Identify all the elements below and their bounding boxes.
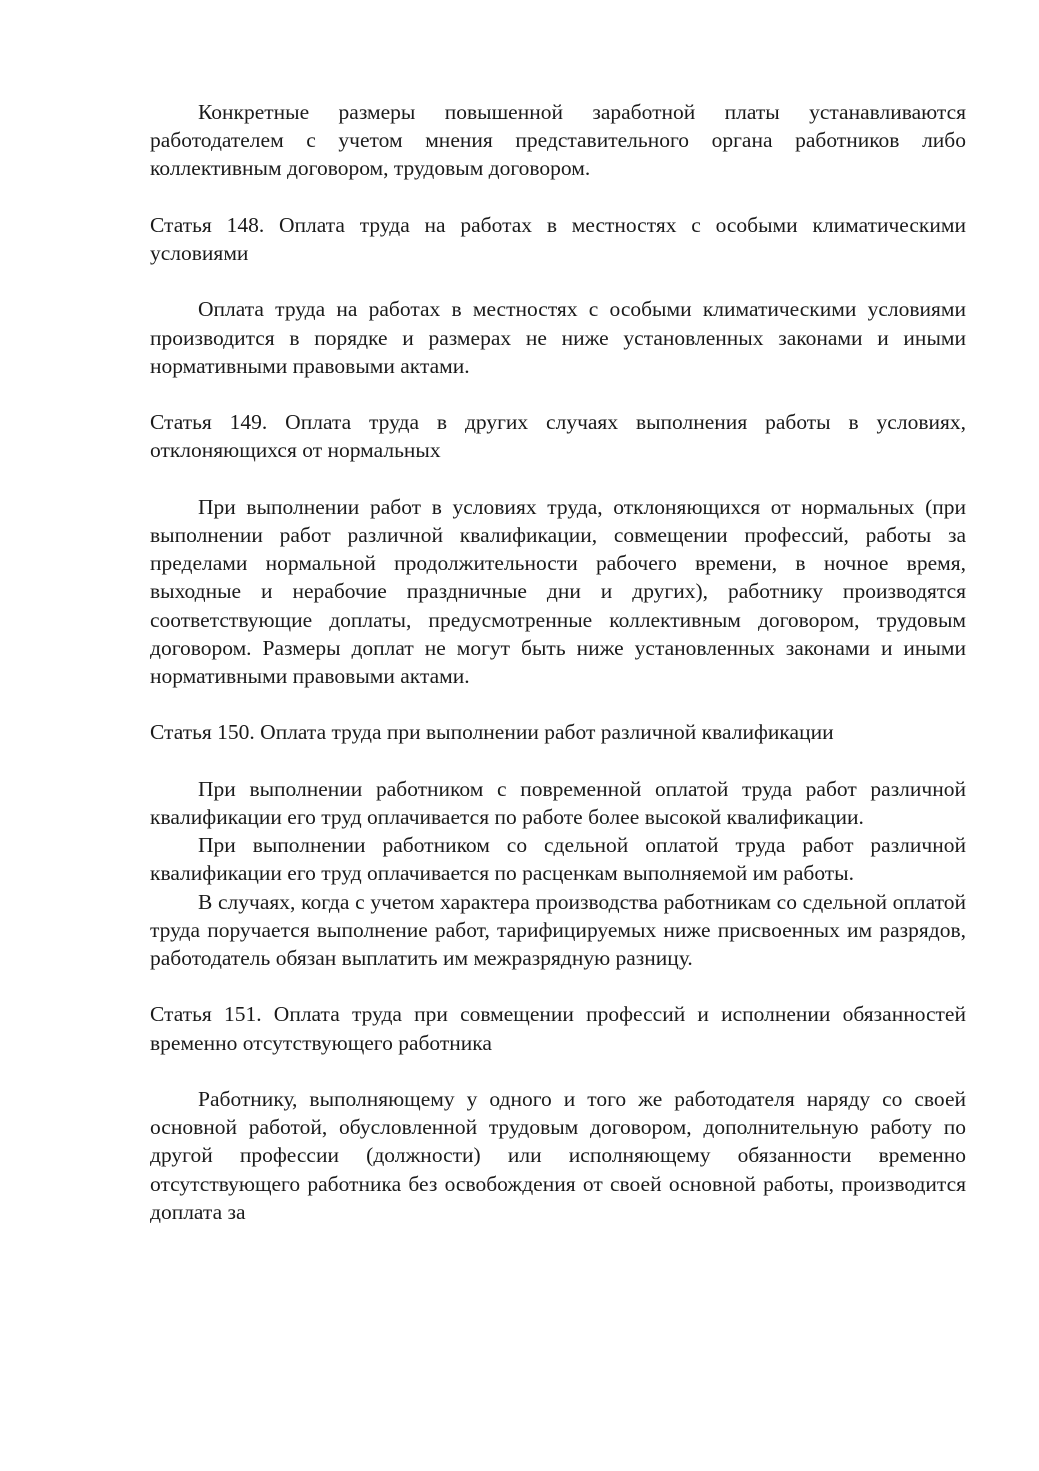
article-149-paragraph: При выполнении работ в условиях труда, отклоняющихся от нормальных (при выполнении работ различной квалификации, совмещении профессий, работы за пределами нормальной продолжительности рабочего времени, в ночное время, выходные и нерабочие праздничные дни и других), работнику производятся соответствующие доплаты, предусмотренные коллективным договором, трудовым договором. Размеры доплат не могут быть ниже установленных законами и иными нормативными правовыми актами. xyxy=(150,494,966,688)
spacer xyxy=(150,183,966,211)
article-151-heading: Статья 151. Оплата труда при совмещении профессий и исполнении обязанностей временно отсутствующего работника xyxy=(150,1002,966,1055)
article-151-paragraph: Работнику, выполняющему у одного и того же работодателя наряду со своей основной работой, обусловленной трудовым договором, дополнительную работу по другой профессии (должности) или исполняющему обязанности временно отсутствующего работника без освобождения от своей основной работы, производится доплата за xyxy=(150,1086,966,1224)
article-150-paragraph-1: При выполнении работником с повременной оплатой труда работ различной квалификации его труд оплачивается по работе более высокой квалификации. xyxy=(150,776,966,829)
spacer xyxy=(150,747,966,775)
spacer xyxy=(150,690,966,718)
article-148-heading: Статья 148. Оплата труда на работах в местностях с особыми климатическими условиями xyxy=(150,212,966,265)
document-page xyxy=(150,98,966,1226)
spacer xyxy=(150,267,966,295)
article-148-paragraph: Оплата труда на работах в местностях с особыми климатическими условиями производится в порядке и размерах не ниже установленных законами и иными нормативными правовыми актами. xyxy=(150,297,966,378)
article-150-heading: Статья 150. Оплата труда при выполнении работ различной квалификации xyxy=(150,720,834,745)
spacer xyxy=(150,1057,966,1085)
paragraph-raised-pay: Конкретные размеры повышенной заработной платы устанавливаются работодателем с учетом мнения представительного органа работников либо коллективным договором, трудовым договором. xyxy=(150,100,966,181)
article-149-heading: Статья 149. Оплата труда в других случаях выполнения работы в условиях, отклоняющихся от нормальных xyxy=(150,410,966,463)
article-150-paragraph-2: При выполнении работником со сдельной оплатой труда работ различной квалификации его труд оплачивается по расценкам выполняемой им работы. xyxy=(150,833,966,886)
spacer xyxy=(150,380,966,408)
spacer xyxy=(150,972,966,1000)
article-150-paragraph-3: В случаях, когда с учетом характера производства работникам со сдельной оплатой труда поручается выполнение работ, тарифицируемых ниже присвоенных им разрядов, работодатель обязан выплатить им межразрядную разницу. xyxy=(150,889,966,970)
spacer xyxy=(150,465,966,493)
